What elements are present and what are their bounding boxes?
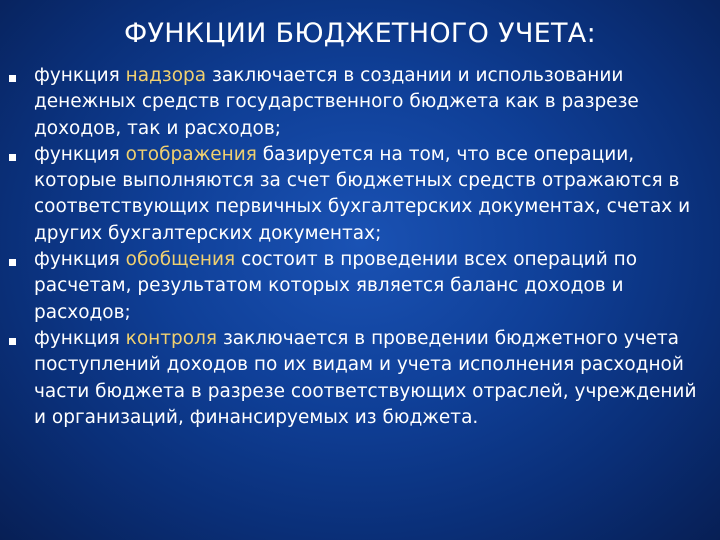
bullet-list [0,63,720,431]
list-item [0,247,720,326]
list-item [0,142,720,247]
item-highlight: контроля [125,327,218,349]
square-bullet-icon [9,338,16,345]
square-bullet-icon [9,154,16,161]
item-lead: функция [34,143,126,165]
item-highlight: надзора [125,65,207,86]
item-text: состоит в проведении всех операций по расчетам, результатом которых является баланс доходов и расходов; [34,249,638,323]
item-lead: функция [34,249,126,271]
item-lead: функция [34,65,126,86]
list-item [0,326,720,431]
item-highlight: отображения [125,143,257,165]
square-bullet-icon [9,259,16,266]
item-highlight: обобщения [125,249,236,271]
item-lead: функция [34,327,126,349]
item-text: базируется на том, что все операции, которые выполняются за счет бюджетных средств отражаются в соответствующих первичных бухгалтерских документах, счетах и других бухгалтерских документах; [34,143,691,244]
item-text: заключается в создании и использовании денежных средств государственного бюджета как в разрезе доходов, так и расходов; [34,65,639,139]
slide-title: ФУНКЦИИ БЮДЖЕТНОГО УЧЕТА: [124,18,596,49]
square-bullet-icon [9,75,16,82]
list-item [0,63,720,142]
item-text: заключается в проведении бюджетного учета поступлений доходов по их видам и учета исполнения расходной части бюджета в разрезе соответствующих отраслей, учреждений и организаций, финансируемых из бюджета. [34,327,697,428]
